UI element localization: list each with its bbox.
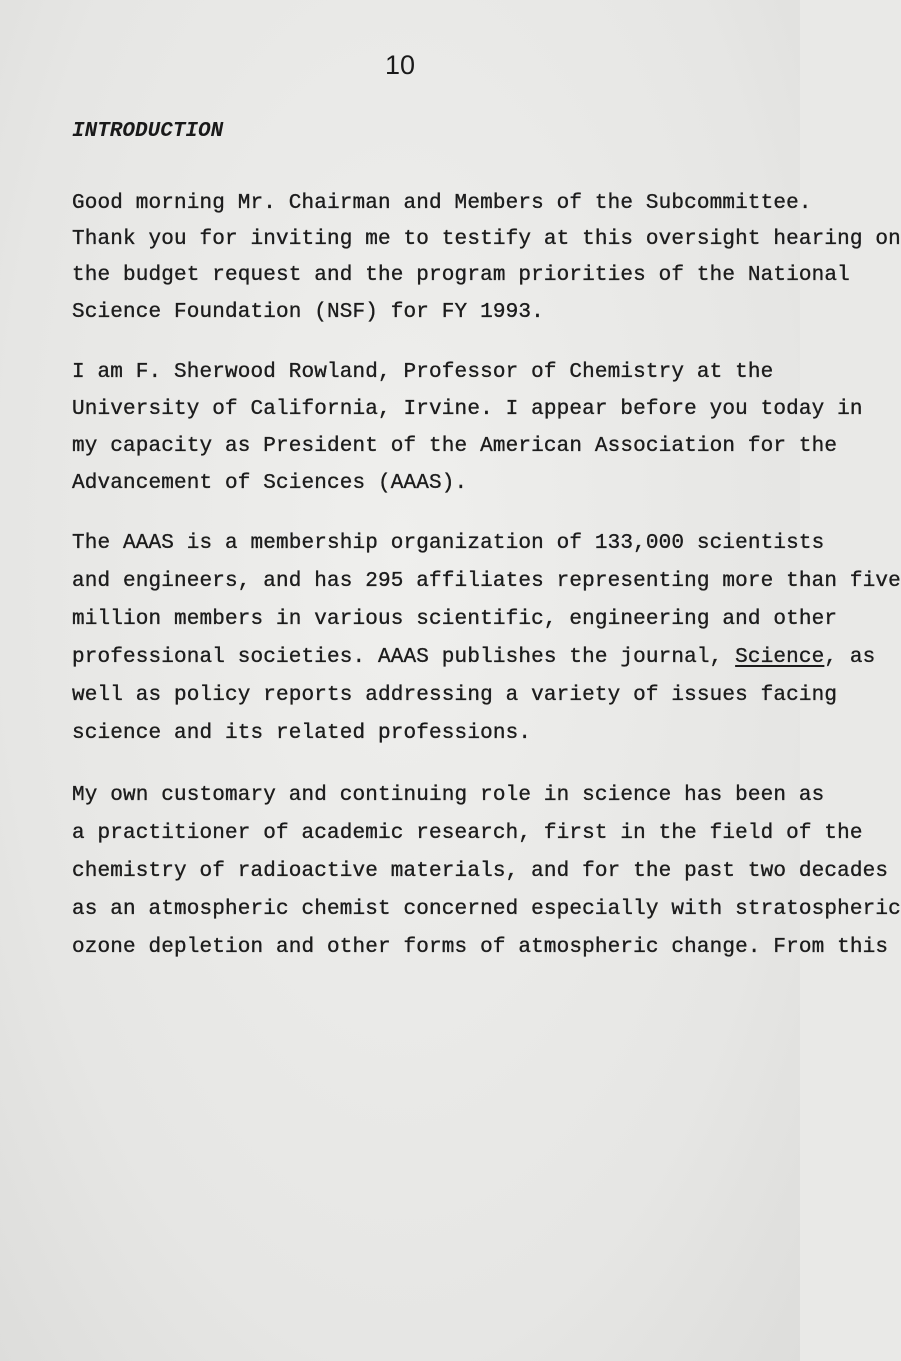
paragraph-2-line-3: my capacity as President of the American Association for the bbox=[72, 435, 838, 458]
paragraph-1-line-2: Thank you for inviting me to testify at this oversight hearing on bbox=[72, 228, 901, 251]
paragraph-2-line-1: I am F. Sherwood Rowland, Professor of Chemistry at the bbox=[72, 361, 774, 384]
line-text-after-title: , as bbox=[824, 646, 876, 669]
paragraph-1-line-1: Good morning Mr. Chairman and Members of the Subcommittee. bbox=[72, 192, 812, 215]
section-heading: INTRODUCTION bbox=[72, 120, 224, 143]
paragraph-3-line-3: million members in various scientific, engineering and other bbox=[72, 608, 838, 631]
page-number: 10 bbox=[384, 50, 416, 80]
paragraph-3-line-4 bbox=[72, 644, 875, 672]
paragraph-1-line-4: Science Foundation (NSF) for FY 1993. bbox=[72, 301, 544, 324]
line-text-before-title: professional societies. AAAS publishes the journal, bbox=[72, 646, 736, 669]
paragraph-4-line-5: ozone depletion and other forms of atmospheric change. From this bbox=[72, 936, 889, 959]
paragraph-3-line-5: well as policy reports addressing a variety of issues facing bbox=[72, 684, 838, 707]
paragraph-4-line-1: My own customary and continuing role in science has been as bbox=[72, 784, 825, 807]
paragraph-1-line-3: the budget request and the program priorities of the National bbox=[72, 264, 850, 287]
paragraph-3-line-6: science and its related professions. bbox=[72, 722, 532, 745]
paragraph-4-line-3: chemistry of radioactive materials, and for the past two decades bbox=[72, 860, 889, 883]
paragraph-3-line-1: The AAAS is a membership organization of 133,000 scientists bbox=[72, 532, 825, 555]
paragraph-2-line-2: University of California, Irvine. I appear before you today in bbox=[72, 398, 863, 421]
paragraph-4-line-4: as an atmospheric chemist concerned especially with stratospheric bbox=[72, 898, 901, 921]
paragraph-3-line-2: and engineers, and has 295 affiliates representing more than five bbox=[72, 570, 901, 593]
journal-title-science: Science bbox=[735, 646, 825, 669]
paragraph-4-line-2: a practitioner of academic research, first in the field of the bbox=[72, 822, 863, 845]
paragraph-2-line-4: Advancement of Sciences (AAAS). bbox=[72, 472, 468, 495]
